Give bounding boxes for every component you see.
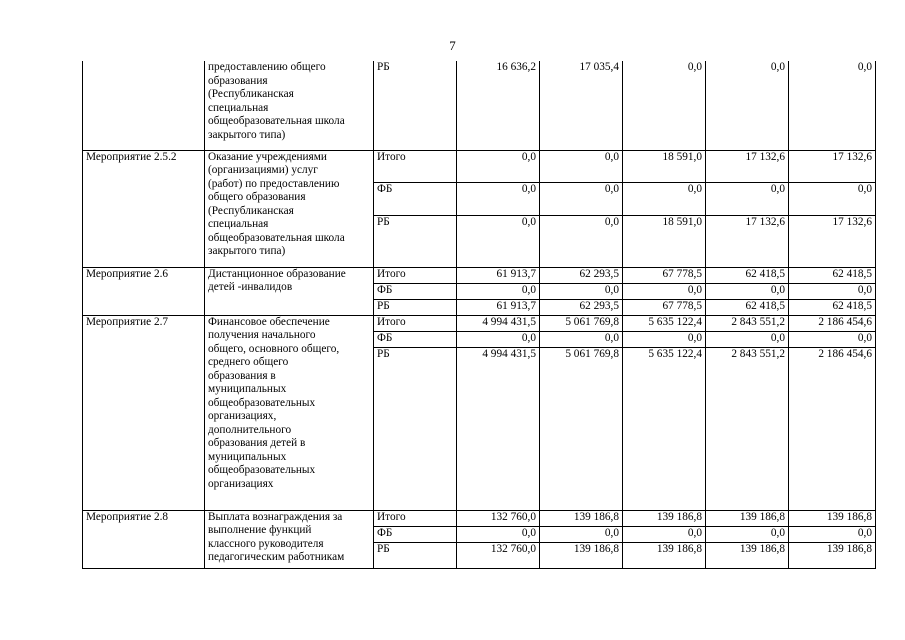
value-cell: 0,0 [706,331,789,347]
value-cell: 0,0 [457,150,540,182]
measure-description-cell [205,315,374,510]
value-cell: 0,0 [623,283,706,299]
value-cell: 17 132,6 [789,150,876,182]
value-cell: 62 293,5 [540,299,623,315]
value-cell: 0,0 [457,215,540,267]
value-cell: 0,0 [457,526,540,542]
funding-source-cell: РБ [374,61,457,150]
value-cell: 2 843 551,2 [706,315,789,331]
value-cell: 0,0 [789,283,876,299]
budget-table [82,61,876,569]
measure-code-cell: Мероприятие 2.5.2 [83,150,205,267]
value-cell: 0,0 [789,526,876,542]
value-cell: 62 418,5 [789,299,876,315]
funding-source-cell: РБ [374,542,457,568]
funding-source-cell: ФБ [374,331,457,347]
funding-source-cell: РБ [374,299,457,315]
value-cell: 4 994 431,5 [457,315,540,331]
value-cell: 139 186,8 [706,510,789,526]
table-row [83,61,876,150]
measure-code-cell: Мероприятие 2.6 [83,267,205,315]
value-cell: 18 591,0 [623,215,706,267]
table-row [83,510,876,526]
value-cell: 61 913,7 [457,267,540,283]
value-cell: 0,0 [540,526,623,542]
value-cell: 18 591,0 [623,150,706,182]
value-cell: 0,0 [540,150,623,182]
value-cell: 0,0 [623,331,706,347]
measure-code-cell [83,61,205,150]
value-cell: 2 186 454,6 [789,315,876,331]
value-cell: 139 186,8 [540,542,623,568]
value-cell: 62 293,5 [540,267,623,283]
value-cell: 5 061 769,8 [540,347,623,510]
table-row [83,150,876,182]
value-cell: 2 186 454,6 [789,347,876,510]
value-cell: 0,0 [540,331,623,347]
value-cell: 0,0 [540,182,623,215]
value-cell: 0,0 [706,526,789,542]
table-row [83,267,876,283]
value-cell: 0,0 [706,61,789,150]
value-cell: 4 994 431,5 [457,347,540,510]
value-cell: 0,0 [706,182,789,215]
funding-source-cell: Итого [374,150,457,182]
value-cell: 132 760,0 [457,510,540,526]
value-cell: 62 418,5 [706,267,789,283]
funding-source-cell: ФБ [374,182,457,215]
value-cell: 16 636,2 [457,61,540,150]
value-cell: 0,0 [540,283,623,299]
measure-description-cell [205,150,374,267]
funding-source-cell: ФБ [374,526,457,542]
value-cell: 0,0 [457,283,540,299]
table-row [83,315,876,331]
measure-description: Финансовое обеспечение получения начального общего, основного общего, среднего общего образования в муниципальных общеобразовательных организациях, дополнительного образования детей в муниципальных общеобразовательных организациях [208,315,340,490]
value-cell: 2 843 551,2 [706,347,789,510]
value-cell: 5 635 122,4 [623,347,706,510]
value-cell: 5 635 122,4 [623,315,706,331]
measure-description: Выплата вознаграждения за выполнение функций классного руководителя педагогическим работникам [208,510,345,563]
value-cell: 67 778,5 [623,267,706,283]
value-cell: 0,0 [623,526,706,542]
page-number: 7 [449,38,456,53]
measure-code-cell: Мероприятие 2.7 [83,315,205,510]
funding-source-cell: РБ [374,347,457,510]
value-cell: 139 186,8 [789,510,876,526]
value-cell: 132 760,0 [457,542,540,568]
value-cell: 5 061 769,8 [540,315,623,331]
value-cell: 17 132,6 [706,215,789,267]
measure-description-cell [205,61,374,150]
value-cell: 17 035,4 [540,61,623,150]
value-cell: 0,0 [706,283,789,299]
value-cell: 0,0 [623,61,706,150]
value-cell: 62 418,5 [789,267,876,283]
funding-source-cell: Итого [374,510,457,526]
measure-description-cell [205,267,374,315]
value-cell: 0,0 [623,182,706,215]
value-cell: 139 186,8 [623,510,706,526]
measure-description-cell [205,510,374,568]
value-cell: 67 778,5 [623,299,706,315]
value-cell: 17 132,6 [789,215,876,267]
measure-description: предоставлению общего образования (Республиканская специальная общеобразовательная школа закрытого типа) [208,61,345,141]
funding-source-cell: ФБ [374,283,457,299]
value-cell: 139 186,8 [540,510,623,526]
funding-source-cell: Итого [374,315,457,331]
value-cell: 62 418,5 [706,299,789,315]
funding-source-cell: Итого [374,267,457,283]
value-cell: 0,0 [789,61,876,150]
value-cell: 61 913,7 [457,299,540,315]
value-cell: 139 186,8 [789,542,876,568]
value-cell: 0,0 [789,331,876,347]
value-cell: 0,0 [540,215,623,267]
measure-code-cell: Мероприятие 2.8 [83,510,205,568]
measure-description: Оказание учреждениями (организациями) услуг (работ) по предоставлению общего образования (Республиканская специальная общеобразовательная школа закрытого типа) [208,150,345,257]
value-cell: 17 132,6 [706,150,789,182]
value-cell: 0,0 [457,331,540,347]
value-cell: 139 186,8 [623,542,706,568]
value-cell: 0,0 [789,182,876,215]
funding-source-cell: РБ [374,215,457,267]
measure-description: Дистанционное образование детей -инвалидов [208,267,346,293]
value-cell: 139 186,8 [706,542,789,568]
value-cell: 0,0 [457,182,540,215]
